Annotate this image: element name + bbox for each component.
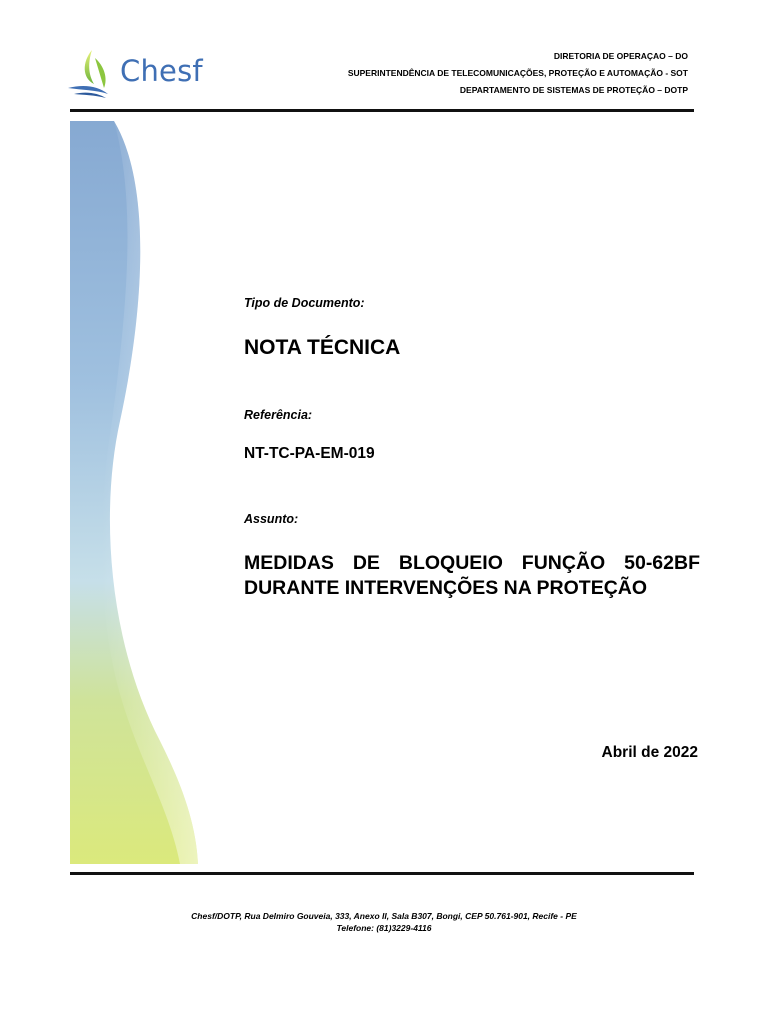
reference-value: NT-TC-PA-EM-019 [244, 445, 375, 462]
superintendence-line: SUPERINTENDÊNCIA DE TELECOMUNICAÇÕES, PROTEÇÃO E AUTOMAÇÃO - SOT [347, 68, 688, 78]
department-line: DEPARTAMENTO DE SISTEMAS DE PROTEÇÃO – DOTP [459, 85, 688, 95]
chesf-leaf-icon [64, 44, 120, 102]
subject-value: MEDIDAS DE BLOQUEIO FUNÇÃO 50-62BF DURANTE INTERVENÇÕES NA PROTEÇÃO [244, 552, 700, 599]
decorative-wave-band [70, 121, 210, 864]
chesf-logo [64, 44, 214, 104]
document-type-label: Tipo de Documento: [244, 296, 365, 310]
reference-label: Referência: [244, 408, 313, 422]
footer [0, 910, 768, 934]
directorate-line: DIRETORIA DE OPERAÇAO – DO [553, 51, 688, 61]
footer-address: Chesf/DOTP, Rua Delmiro Gouveia, 333, Anexo II, Sala B307, Bongi, CEP 50.761-901, Recife - PE [191, 911, 577, 921]
footer-rule [70, 872, 694, 875]
document-type-value: NOTA TÉCNICA [244, 336, 401, 359]
chesf-logo-text: Chesf [120, 54, 203, 88]
organization-header [348, 48, 688, 99]
subject-label: Assunto: [244, 512, 299, 526]
footer-phone: Telefone: (81)3229-4116 [336, 923, 432, 933]
header-rule [70, 109, 694, 112]
document-date: Abril de 2022 [601, 744, 698, 761]
